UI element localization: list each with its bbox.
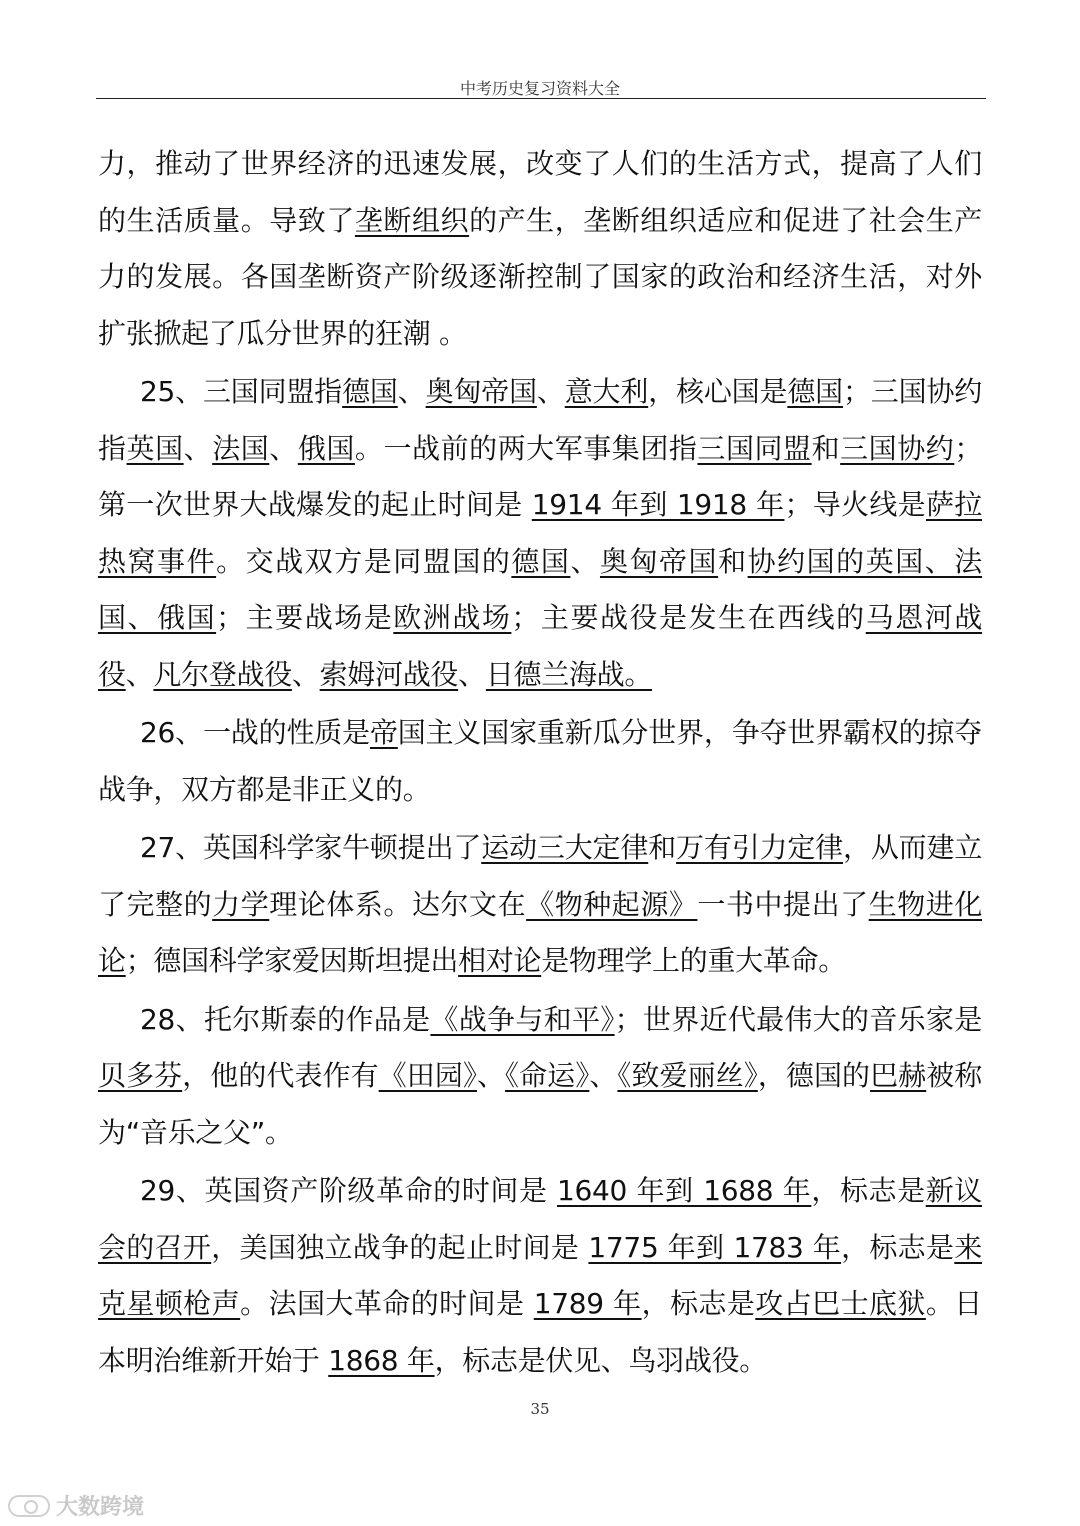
text-segment: 和: [811, 431, 841, 465]
underlined-answer: 德国: [511, 544, 571, 578]
text-segment: ，德国的: [757, 1059, 871, 1092]
underlined-answer: 法国: [212, 431, 270, 465]
underlined-answer: 相对论: [458, 944, 542, 977]
text-segment: 和: [718, 544, 748, 578]
text-segment: 和: [648, 831, 677, 864]
text-segment: 、: [269, 431, 298, 465]
text-segment: 、: [458, 657, 486, 691]
underlined-answer: 1868 年: [328, 1343, 435, 1377]
text-segment: 、: [476, 1059, 506, 1092]
paragraph: [98, 1163, 982, 1389]
text-segment: ，他的代表作有: [182, 1059, 379, 1092]
text-segment: 。日本明治维新开始于: [98, 1287, 983, 1377]
underlined-answer: 奥匈帝国: [599, 544, 719, 578]
underlined-answer: 力学: [212, 887, 270, 921]
underlined-answer: 攻占巴士底狱: [755, 1287, 926, 1320]
text-segment: 、: [183, 431, 213, 465]
header-title: 中考历史复习资料大全: [459, 79, 620, 98]
underlined-answer: 德国: [787, 375, 843, 408]
underlined-answer: 英国: [126, 431, 184, 465]
text-segment: 。一战前的两大军事集团指: [354, 431, 698, 465]
underlined-answer: 欧洲战场: [393, 601, 512, 634]
underlined-answer: 1640 年到 1688 年: [557, 1174, 812, 1207]
text-segment: 、: [570, 544, 600, 578]
text-segment: ，美国独立战争的起止时间是: [211, 1230, 589, 1264]
underlined-answer: 《战争与和平》: [430, 1002, 615, 1036]
paragraph: [98, 992, 982, 1162]
text-segment: 力，推动了世界经济的迅速发展，改变了人们的生活方式，提高了人们的生活质量。导致了: [98, 147, 982, 237]
text-segment: 、: [589, 1059, 618, 1092]
text-segment: 理论体系。达尔文在: [269, 887, 527, 921]
watermark: [8, 1490, 144, 1521]
underlined-answer: 萨拉热窝事件: [98, 488, 982, 578]
text-segment: ，标志是: [811, 1174, 926, 1207]
underlined-answer: 来克星顿枪声: [98, 1230, 982, 1320]
underlined-answer: 新议会的召开: [98, 1174, 982, 1264]
underlined-answer: 帝: [369, 716, 398, 749]
text-segment: 26、一战的性质是: [140, 716, 370, 749]
underlined-answer: 《命运》: [505, 1059, 590, 1092]
underlined-answer: 《致爱丽丝》: [617, 1059, 758, 1092]
text-segment: ，从而建立了完整的: [98, 831, 983, 921]
text-segment: ，标志是: [641, 1287, 756, 1320]
underlined-answer: 贝多芬: [98, 1059, 183, 1092]
text-segment: 、: [125, 657, 154, 691]
underlined-answer: 协约国的英国、法国、俄国: [98, 544, 982, 634]
text-segment: ；德国科学家爱因斯坦提出: [125, 944, 459, 977]
underlined-answer: 日德兰海战。: [485, 657, 653, 691]
text-segment: ；主要战役是发生在西线的: [511, 601, 866, 634]
text-segment: 。交战双方是同盟国的: [216, 544, 512, 578]
paragraph: [98, 820, 982, 990]
underlined-answer: 运动三大定律: [481, 831, 649, 864]
text-segment: ；第一次世界大战爆发的起止时间是: [98, 431, 983, 521]
header-divider: [96, 98, 986, 99]
text-segment: 27、英国科学家牛顿提出了: [140, 831, 482, 864]
text-segment: 国主义国家重新瓜分世界，争夺世界霸权的掠夺战争，双方都是非正义的。: [98, 716, 983, 806]
document-body: [98, 136, 982, 1391]
text-segment: 、: [291, 657, 320, 691]
underlined-answer: 巴赫: [870, 1059, 927, 1092]
underlined-answer: 奥匈帝国: [425, 375, 537, 408]
text-segment: 28、托尔斯泰的作品是: [140, 1002, 431, 1036]
paragraph: [98, 364, 982, 703]
text-segment: ；主要战场是: [216, 601, 394, 634]
page-number: 35: [530, 1400, 550, 1418]
text-segment: ；三国协约指: [98, 375, 982, 465]
text-segment: ，标志是: [841, 1230, 955, 1264]
logo-icon: [8, 1495, 50, 1517]
underlined-answer: 索姆河战役: [319, 657, 459, 691]
underlined-answer: 生物进化论: [98, 887, 983, 977]
paragraph: [98, 705, 982, 818]
text-segment: ；导火线是: [784, 488, 926, 521]
text-segment: 是物理学上的重大革命。: [541, 944, 846, 977]
underlined-answer: 1914 年到 1918 年: [531, 488, 785, 521]
text-segment: 25、三国同盟指: [140, 375, 343, 408]
text-segment: ，标志是伏见、鸟羽战役。: [434, 1343, 767, 1377]
underlined-answer: 1775 年到 1783 年: [588, 1230, 842, 1264]
underlined-answer: 意大利: [564, 375, 649, 408]
text-segment: 的产生，垄断组织适应和促进了社会生产力的发展。各国垄断资产阶级逐渐控制了国家的政治和经济生活，对外扩张掀起了瓜分世界的狂潮 。: [98, 203, 982, 350]
watermark-text: 大数跨境: [56, 1495, 145, 1520]
text-segment: 被称为“音乐之父”。: [98, 1059, 983, 1149]
underlined-answer: 凡尔登战役: [153, 657, 292, 691]
underlined-answer: 俄国: [297, 431, 355, 465]
text-segment: 。法国大革命的时间是: [240, 1287, 534, 1320]
text-segment: 29、英国资产阶级革命的时间是: [140, 1174, 558, 1207]
text-segment: ，核心国是: [648, 375, 788, 408]
underlined-answer: 德国: [342, 375, 398, 408]
underlined-answer: 三国同盟: [697, 431, 812, 465]
text-segment: 、: [397, 375, 426, 408]
underlined-answer: 马恩河战役: [98, 601, 982, 691]
underlined-answer: 万有引力定律: [676, 831, 844, 864]
text-segment: ；世界近代最伟大的音乐家是: [614, 1002, 982, 1036]
paragraph: [98, 136, 982, 362]
underlined-answer: 三国协约: [840, 431, 955, 465]
text-segment: 一书中提出了: [697, 887, 869, 921]
underlined-answer: 1789 年: [533, 1287, 642, 1320]
underlined-answer: 《田园》: [378, 1059, 477, 1092]
underlined-answer: 《物种起源》: [526, 887, 698, 921]
text-segment: 、: [536, 375, 565, 408]
underlined-answer: 垄断组织: [354, 203, 470, 237]
